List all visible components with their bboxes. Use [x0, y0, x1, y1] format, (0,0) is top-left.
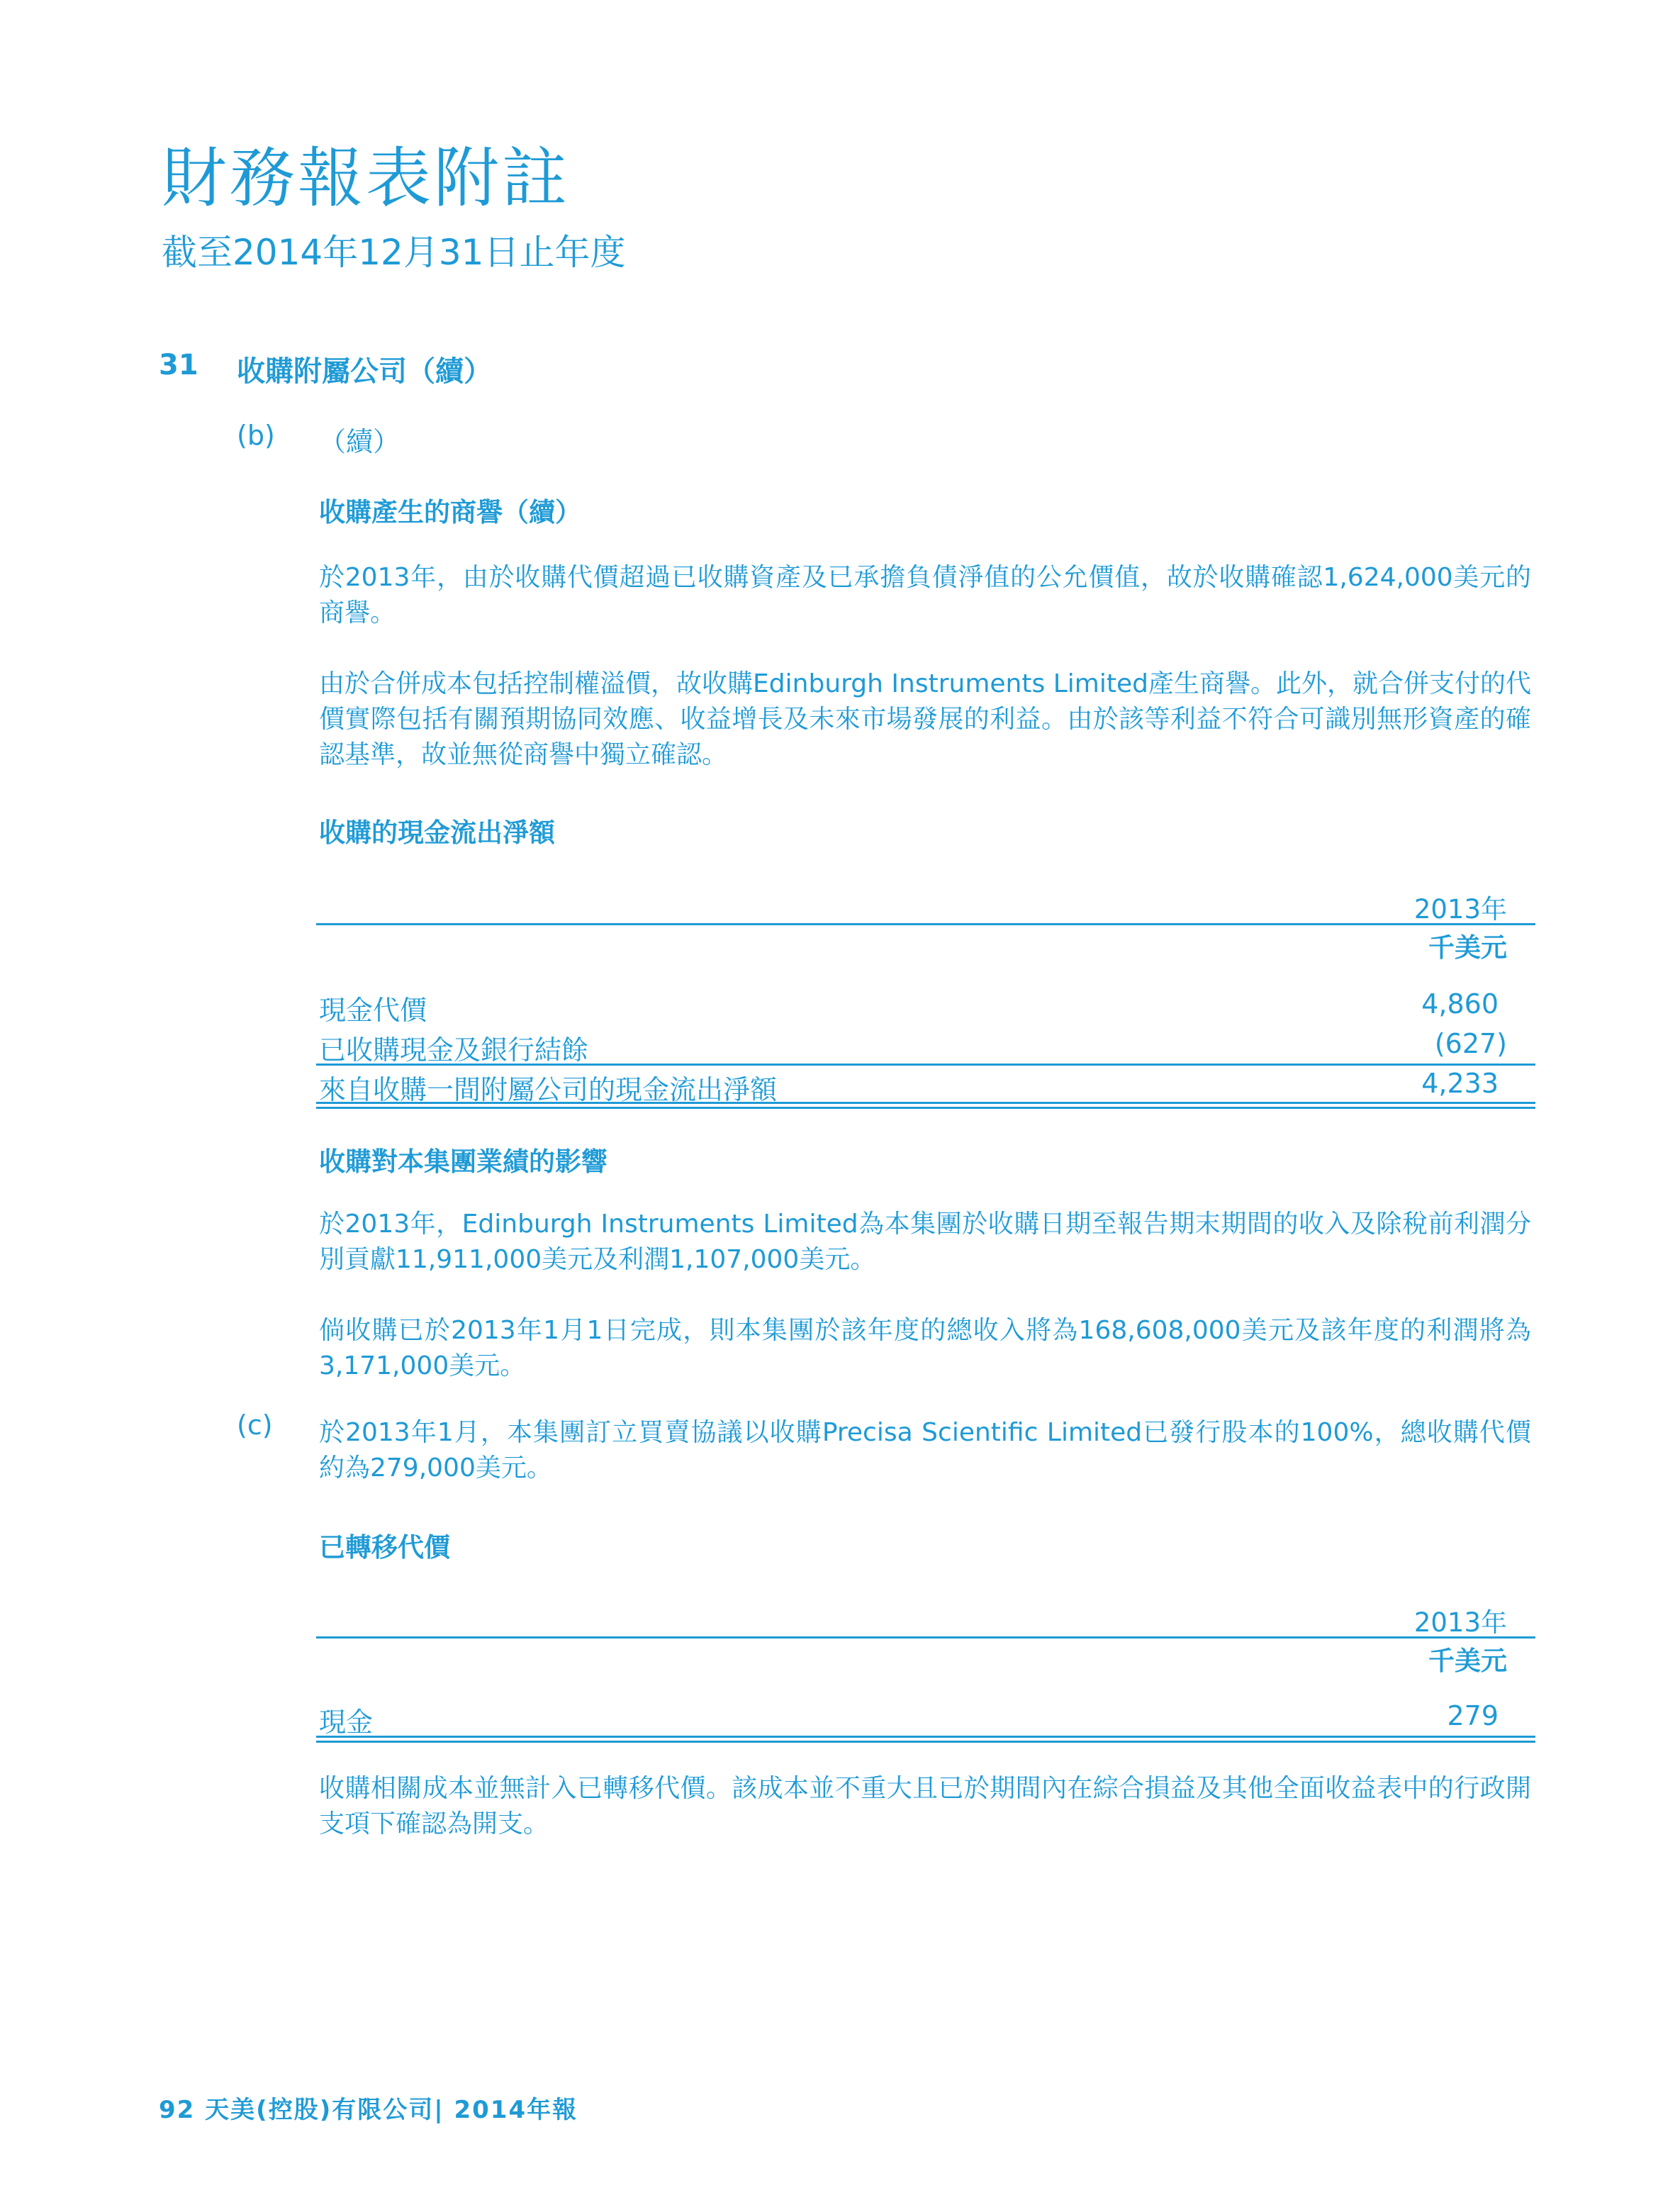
part-c-label: (c): [237, 1410, 273, 1441]
impact-paragraph-2: 倘收購已於2013年1月1日完成，則本集團於該年度的總收入將為168,608,000美元及該年度的利潤將為3,171,000美元。: [319, 1316, 1531, 1380]
transfer-table-total-double-rule: [316, 1736, 1535, 1743]
transfer-table-unit-header: 千美元: [1428, 1646, 1507, 1676]
cash-outflow-heading: 收購的現金流出淨額: [319, 817, 555, 848]
goodwill-paragraph-2: 由於合併成本包括控制權溢價，故收購Edinburgh Instruments Limited產生商譽。此外，就合併支付的代價實際包括有關預期協同效應、收益增長及未來市場發展的利益。由於該等利益不符合可識別無形資產的確認基準，故並無從商譽中獨立確認。: [319, 669, 1531, 769]
goodwill-heading: 收購產生的商譽（續）: [319, 497, 581, 528]
page-title: 財務報表附註: [162, 140, 571, 216]
closing-paragraph: 收購相關成本並無計入已轉移代價。該成本並不重大且已於期間內在綜合損益及其他全面收益表中的行政開支項下確認為開支。: [319, 1774, 1531, 1838]
part-b-continued: （續）: [319, 426, 401, 457]
cash-table-row-value: (627): [1434, 1028, 1507, 1059]
cash-table-subtotal-rule: [316, 1064, 1535, 1066]
transfer-table-year-header: 2013年: [1413, 1607, 1507, 1638]
cash-table-total-value: 4,233: [1421, 1068, 1499, 1099]
page-subtitle: 截至2014年12月31日止年度: [162, 232, 626, 273]
cash-table-year-header: 2013年: [1413, 894, 1507, 925]
goodwill-paragraph-1: 於2013年，由於收購代價超過已收購資產及已承擔負債淨值的公允價值，故於收購確認1,624,000美元的商譽。: [319, 563, 1531, 627]
impact-paragraph-1: 於2013年，Edinburgh Instruments Limited為本集團於收購日期至報告期末期間的收入及除稅前利潤分別貢獻11,911,000美元及利潤1,107,000美元。: [319, 1210, 1531, 1274]
part-b-label: (b): [237, 420, 275, 451]
transfer-table-header-rule: [316, 1636, 1535, 1639]
cash-table-total-double-rule: [316, 1102, 1535, 1109]
cash-table-row-label: 已收購現金及銀行結餘: [319, 1034, 589, 1066]
transfer-heading: 已轉移代價: [319, 1532, 450, 1563]
cash-table-unit-header: 千美元: [1428, 932, 1507, 963]
transfer-table-row-value: 279: [1447, 1700, 1499, 1731]
page-footer: 92 天美(控股)有限公司| 2014年報: [159, 2096, 578, 2124]
section-title: 收購附屬公司（續）: [237, 355, 492, 388]
cash-table-row-value: 4,860: [1421, 988, 1499, 1020]
section-number: 31: [159, 349, 198, 381]
cash-table-row-label: 現金代價: [319, 995, 427, 1026]
cash-table-total-label: 來自收購一間附屬公司的現金流出淨額: [319, 1074, 778, 1105]
cash-table-header-rule: [316, 923, 1535, 925]
part-c-paragraph: 於2013年1月，本集團訂立買賣協議以收購Precisa Scientific Limited已發行股本的100%，總收購代價約為279,000美元。: [319, 1418, 1531, 1483]
transfer-table-row-label: 現金: [319, 1707, 374, 1738]
impact-heading: 收購對本集團業績的影響: [319, 1146, 607, 1177]
